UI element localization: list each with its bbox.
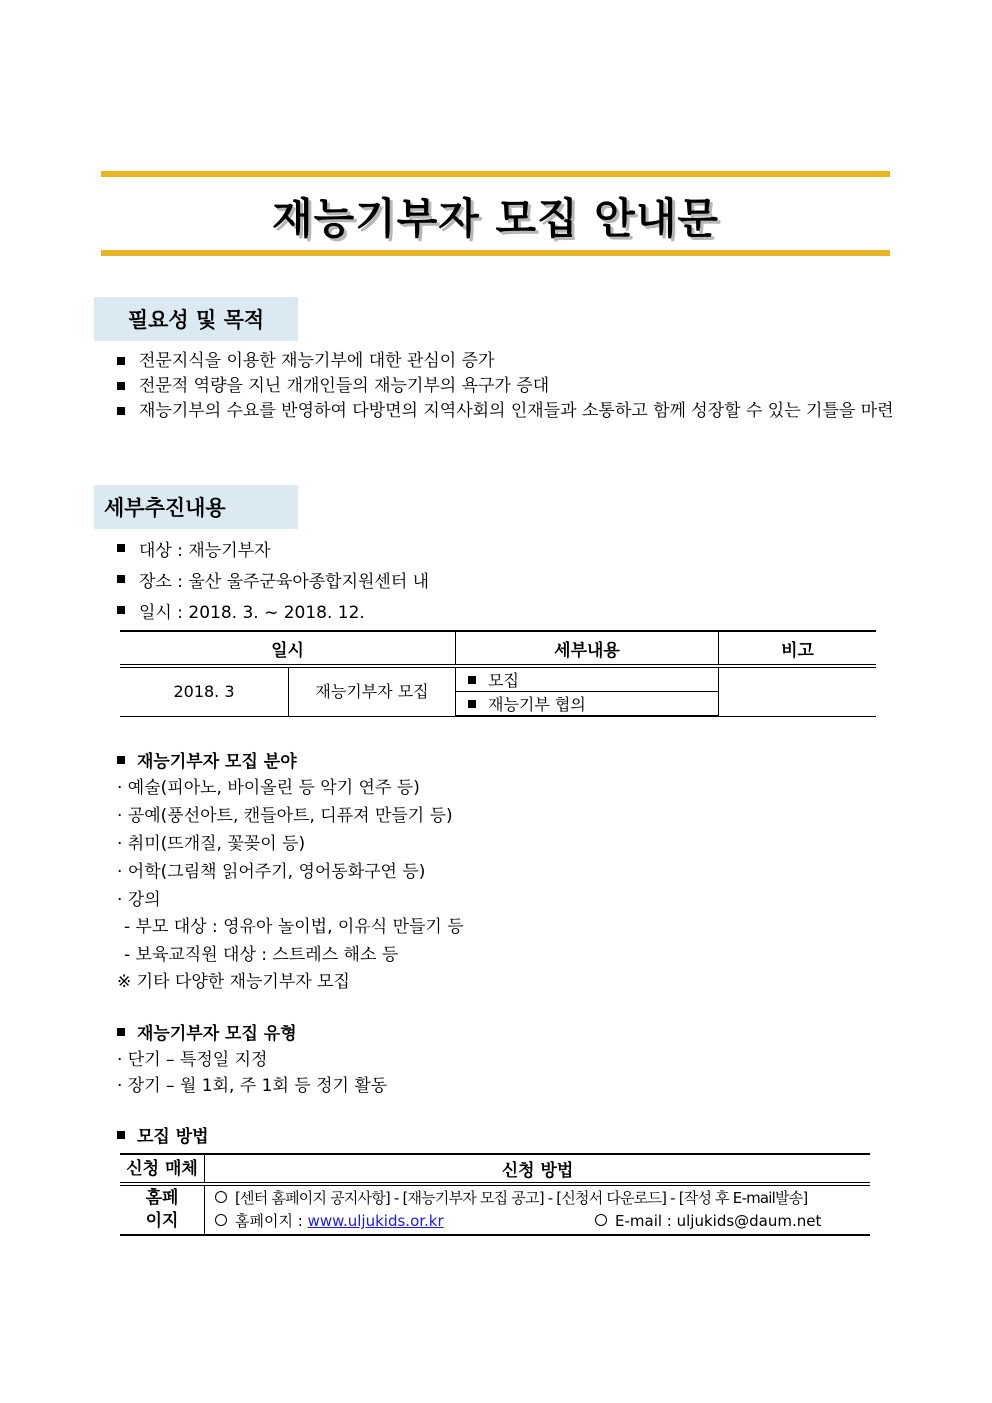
list-item: 장소 : 울산 울주군육아종합지원센터 내	[117, 567, 877, 598]
fields-line: · 예술(피아노, 바이올린 등 악기 연주 등)	[117, 778, 420, 798]
title-top-bar	[101, 171, 890, 177]
homepage-link[interactable]: www.uljukids.or.kr	[307, 1212, 444, 1230]
schedule-date: 2018. 3	[120, 666, 289, 716]
list-item: 일시 : 2018. 3. ~ 2018. 12.	[117, 598, 877, 629]
table-row	[120, 1184, 870, 1235]
fields-line: · 취미(뜨개질, 꽃꽂이 등)	[117, 834, 306, 854]
table-header: 신청 방법	[205, 1154, 871, 1184]
fields-line: ※ 기타 다양한 재능기부자 모집	[117, 972, 350, 992]
homepage-label: 홈페이지 :	[235, 1212, 308, 1230]
list-item: 전문적 역량을 지닌 개개인들의 재능기부의 욕구가 증대	[117, 374, 897, 399]
schedule-detail-text: 재능기부 협의	[488, 695, 586, 714]
types-heading-text: 재능기부자 모집 유형	[137, 1024, 297, 1044]
page-title: 재능기부자 모집 안내문	[272, 194, 719, 243]
method-steps-text: [센터 홈페이지 공지사항] - [재능기부자 모집 공고] - [신청서 다운로드] - [작성 후 E-mail발송]	[235, 1189, 808, 1207]
method-cell	[205, 1184, 871, 1235]
email-contact	[595, 1210, 821, 1233]
table-header: 일시	[120, 631, 456, 666]
schedule-detail	[456, 692, 719, 717]
bullet-icon	[468, 700, 476, 708]
circle-bullet-icon	[595, 1214, 607, 1226]
fields-line: · 어학(그림책 읽어주기, 영어동화구연 등)	[117, 862, 426, 882]
details-list	[117, 536, 877, 629]
types-heading	[117, 1019, 297, 1044]
section-heading-details	[94, 485, 298, 529]
fields-heading	[117, 747, 297, 772]
table-header: 세부내용	[456, 631, 719, 666]
schedule-detail	[456, 666, 719, 692]
method-heading	[117, 1122, 209, 1147]
title-bottom-bar	[101, 250, 890, 256]
types-line: · 단기 – 특정일 지정	[117, 1050, 268, 1070]
schedule-detail-text: 모집	[488, 671, 519, 690]
schedule-table	[120, 630, 876, 717]
method-line	[215, 1210, 869, 1233]
table-header: 비고	[719, 631, 877, 666]
schedule-note	[719, 666, 877, 716]
section-heading-purpose-text: 필요성 및 목적	[127, 308, 265, 332]
bullet-icon	[117, 756, 125, 764]
section-heading-purpose	[94, 297, 298, 341]
types-line: · 장기 – 월 1회, 주 1회 등 정기 활동	[117, 1076, 388, 1096]
fields-line: · 공예(풍선아트, 캔들아트, 디퓨져 만들기 등)	[117, 806, 453, 826]
table-row	[120, 666, 876, 692]
schedule-category: 재능기부자 모집	[289, 666, 456, 716]
list-item: 대상 : 재능기부자	[117, 536, 877, 567]
circle-bullet-icon	[215, 1191, 227, 1203]
list-item: 전문지식을 이용한 재능기부에 대한 관심이 증가	[117, 349, 897, 374]
circle-bullet-icon	[215, 1214, 227, 1226]
email-text: E-mail : uljukids@daum.net	[615, 1212, 822, 1230]
bullet-icon	[117, 1131, 125, 1139]
fields-line: · 강의	[117, 890, 161, 910]
fields-line: - 보육교직원 대상 : 스트레스 해소 등	[124, 945, 399, 965]
table-header: 신청 매체	[120, 1154, 205, 1184]
method-table	[120, 1153, 870, 1236]
section-heading-details-text: 세부추진내용	[104, 496, 226, 520]
table-header-row	[120, 631, 876, 666]
method-line	[215, 1187, 869, 1210]
table-header-row	[120, 1154, 870, 1184]
medium-cell: 홈페이지	[120, 1184, 205, 1235]
purpose-list	[117, 349, 897, 424]
fields-heading-text: 재능기부자 모집 분야	[137, 752, 297, 772]
fields-line: - 부모 대상 : 영유아 놀이법, 이유식 만들기 등	[124, 917, 464, 937]
method-heading-text: 모집 방법	[137, 1127, 209, 1147]
bullet-icon	[468, 676, 476, 684]
bullet-icon	[117, 1028, 125, 1036]
list-item: 재능기부의 수요를 반영하여 다방면의 지역사회의 인재들과 소통하고 함께 성장할 수 있는 기틀을 마련	[117, 399, 897, 424]
